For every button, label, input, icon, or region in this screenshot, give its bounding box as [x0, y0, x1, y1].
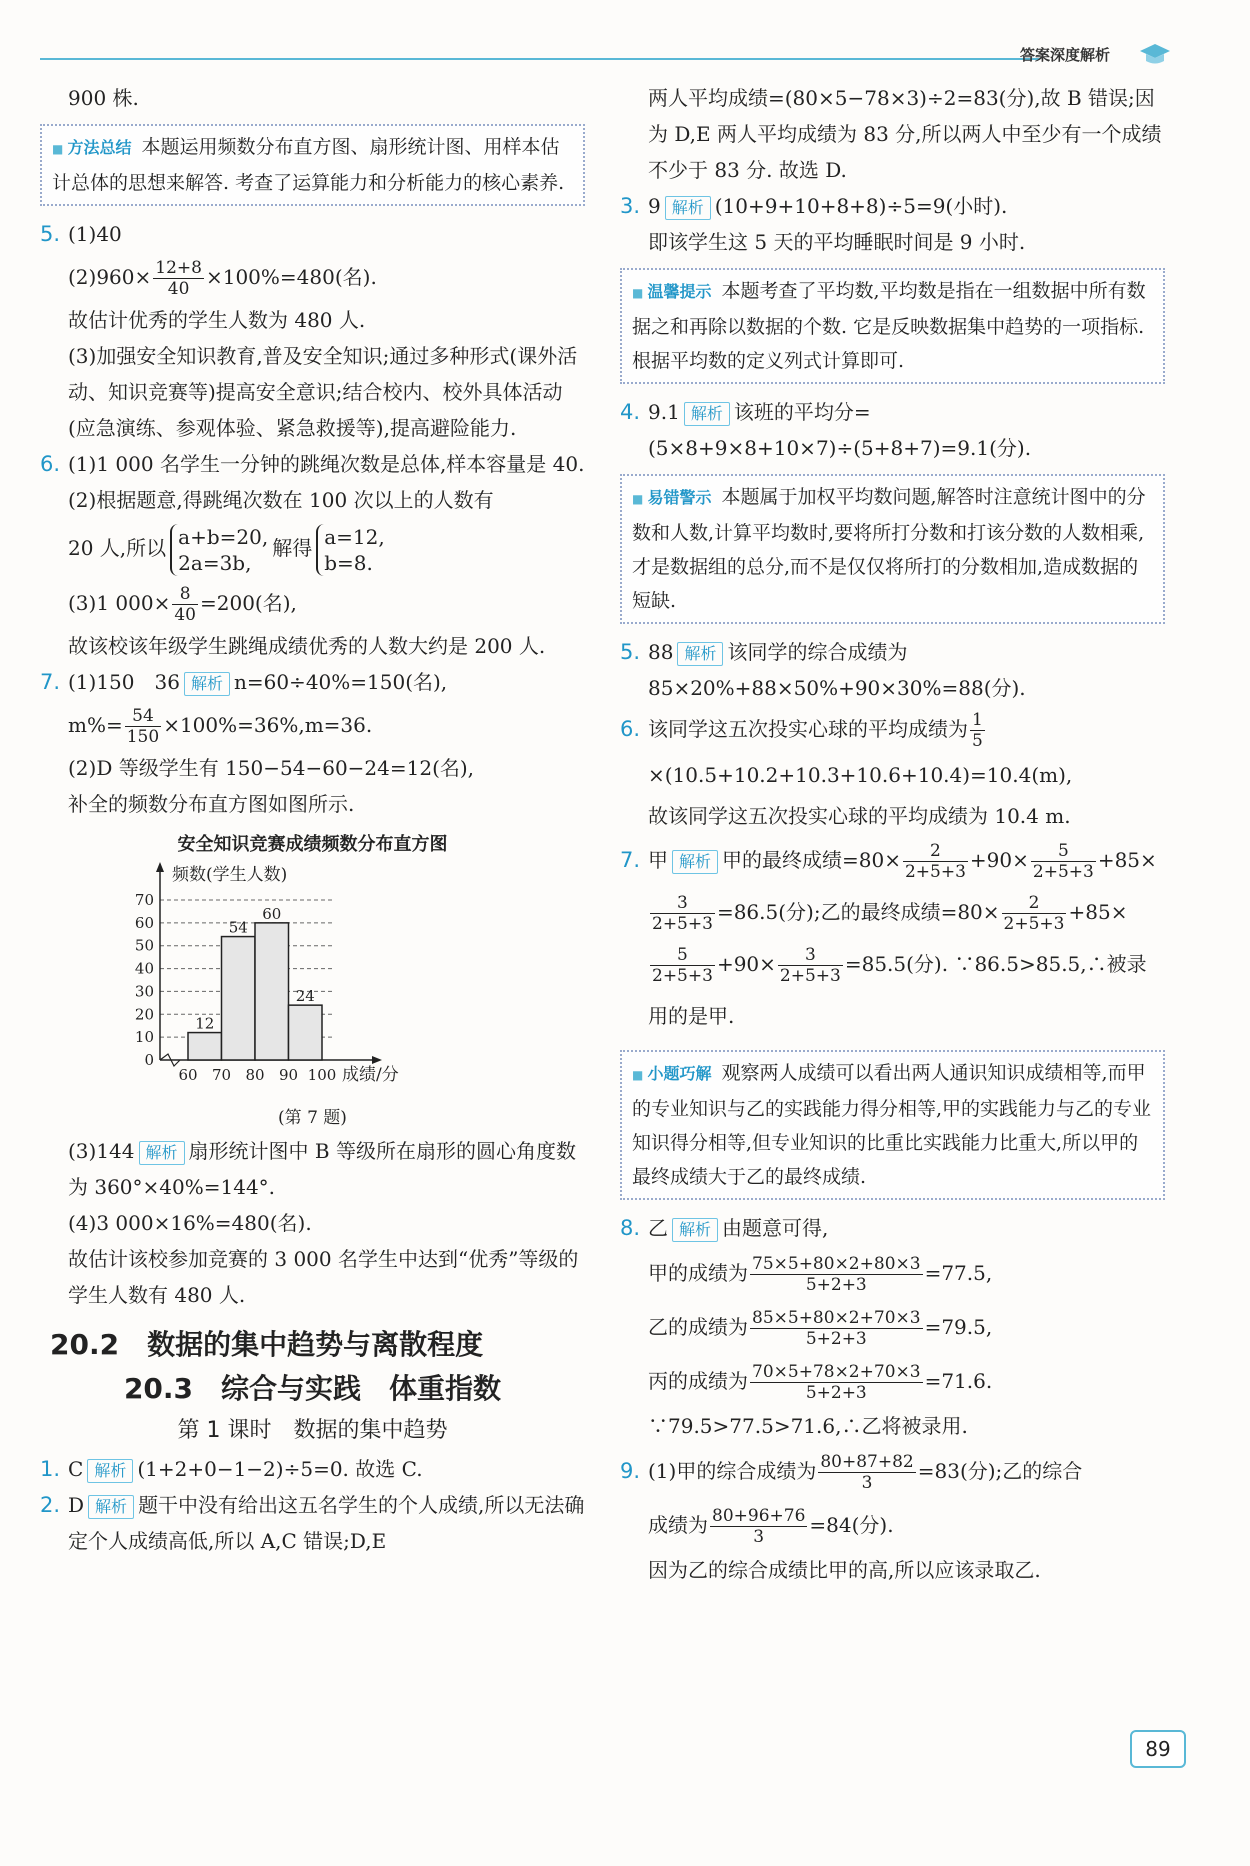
- answer-choice: 9: [648, 194, 661, 218]
- formula-text: =84(分).: [809, 1513, 894, 1537]
- text-line: 故估计该校参加竞赛的 3 000 名学生中达到“优秀”等级的学生人数有 480 人.: [68, 1247, 579, 1307]
- box-text: 本题运用频数分布直方图、扇形统计图、用样本估计总体的思想来解答. 考查了运算能力和分析能力的核心素养.: [52, 136, 565, 194]
- question-number: 2.: [40, 1493, 61, 1517]
- denominator: 3: [861, 1473, 873, 1493]
- histogram-bar: [255, 923, 289, 1060]
- formula-line: [620, 1354, 1165, 1408]
- answer-text: 该同学这五次投实心球的平均成绩为: [648, 717, 968, 741]
- formula-line: [620, 1246, 1165, 1300]
- fraction: [750, 1254, 923, 1295]
- denominator: 5: [972, 731, 983, 751]
- answer-6: [40, 446, 585, 482]
- box-title: ■ 易错警示: [632, 488, 712, 507]
- formula-text: ×100%=480(名).: [205, 265, 377, 289]
- answer-text: ×(10.5+10.2+10.3+10.6+10.4)=10.4(m),: [648, 763, 1073, 787]
- numerator: 54: [125, 706, 161, 727]
- denominator: 5+2+3: [805, 1383, 867, 1403]
- formula-text: =85.5(分). ∵86.5>85.5,∴被录用的是甲.: [648, 952, 1147, 1028]
- text-line: 两人平均成绩=(80×5−78×3)÷2=83(分),故 B 错误;因为 D,E 两人平均成绩为 83 分,所以两人中至少有一个成绩不少于 83 分. 故选 D.: [648, 86, 1162, 182]
- question-number: 7.: [620, 848, 641, 872]
- answer-text: (1+2+0−1−2)÷5=0. 故选 C.: [137, 1457, 423, 1481]
- formula-text: 甲的最终成绩=80×: [722, 848, 901, 872]
- quick-solution-box: [620, 1050, 1165, 1200]
- answer-7: [40, 664, 585, 700]
- numerator: 3: [778, 945, 843, 966]
- formula-line: [40, 700, 585, 750]
- y-tick-label: 60: [134, 913, 154, 932]
- bar-value-label: 12: [195, 1014, 215, 1033]
- answer-text: n=60÷40%=150(名),: [233, 670, 448, 694]
- text-line: ∵79.5>77.5>71.6,∴乙将被录用.: [648, 1414, 968, 1438]
- bar-value-label: 60: [262, 904, 282, 923]
- fraction: [818, 1452, 915, 1493]
- question-number: 7.: [40, 670, 61, 694]
- bar-value-label: 24: [295, 987, 315, 1006]
- answer-9: [620, 1444, 1165, 1498]
- answer-choice: D: [68, 1493, 85, 1517]
- text: 20 人,所以: [68, 536, 167, 560]
- numerator: 1: [972, 710, 983, 730]
- answer-text: 题干中没有给出这五名学生的个人成绩,所以无法确定个人成绩高低,所以 A,C 错误;D,E: [68, 1493, 585, 1553]
- denominator: 5+2+3: [805, 1329, 867, 1349]
- answer-text: (1)1 000 名学生一分钟的跳绳次数是总体,样本容量是 40.: [68, 452, 585, 476]
- denominator: 3: [753, 1527, 765, 1547]
- formula-text: =86.5(分);乙的最终成绩=80×: [716, 900, 1000, 924]
- question-number: 5.: [620, 640, 641, 664]
- numerator: 8: [172, 584, 198, 605]
- header-rule: [40, 58, 1040, 60]
- answer-1: [40, 1451, 585, 1487]
- error-warning-box: [620, 474, 1165, 624]
- denominator: 40: [174, 605, 196, 625]
- text-line: 因为乙的综合成绩比甲的高,所以应该录取乙.: [648, 1558, 1041, 1582]
- answer-8: [620, 1210, 1165, 1246]
- header-title: 答案深度解析: [1020, 46, 1111, 64]
- box-text: 本题属于加权平均数问题,解答时注意统计图中的分数和人数,计算平均数时,要将所打分数和打该分数的人数相乘,才是数据组的总分,而不是仅仅将所打的分数相加,造成数据的短缺.: [632, 486, 1146, 612]
- fraction: [125, 706, 161, 747]
- answer-text: (3)144: [68, 1139, 135, 1163]
- right-column: [620, 80, 1165, 1588]
- answer-7-right: [620, 834, 1165, 1042]
- y-tick-label: 50: [134, 936, 154, 955]
- histogram-chart: [40, 860, 585, 1092]
- x-tick-label: 60: [178, 1066, 198, 1084]
- answer-text: 该同学的综合成绩为 85×20%+88×50%+90×30%=88(分).: [648, 640, 1026, 700]
- answer-text: 扇形统计图中 B 等级所在扇形的圆心角度数为 360°×40%=144°.: [68, 1139, 576, 1199]
- y-tick-label: 20: [134, 1005, 154, 1024]
- answer-text: 由题意可得,: [722, 1216, 829, 1240]
- numerator: 2: [1002, 893, 1067, 914]
- method-summary-box: [40, 124, 585, 206]
- histogram-bar: [188, 1033, 222, 1060]
- formula-text: 成绩为: [648, 1513, 708, 1537]
- question-number: 1.: [40, 1457, 61, 1481]
- box-title: ■ 方法总结: [52, 138, 132, 157]
- formula-line: [40, 578, 585, 628]
- formula-text: (2)960×: [68, 265, 152, 289]
- histogram-figure: [40, 830, 585, 1133]
- equation: a=12,: [324, 524, 385, 549]
- formula-text: 乙的成绩为: [648, 1315, 748, 1339]
- fraction: [650, 945, 715, 986]
- x-tick-label: 100: [307, 1066, 337, 1084]
- answer-choice: C: [68, 1457, 84, 1481]
- denominator: 2+5+3: [904, 862, 966, 882]
- text-line: (2)根据题意,得跳绳次数在 100 次以上的人数有: [68, 488, 494, 512]
- box-text: 观察两人成绩可以看出两人通识知识成绩相等,而甲的专业知识与乙的实践能力得分相等,甲的实践能力与乙的专业知识得分相等,但专业知识的比重比实践能力比重大,所以甲的最终成绩大于乙的最终成绩.: [632, 1062, 1152, 1188]
- equation: a+b=20,: [178, 524, 269, 549]
- tip-box: [620, 268, 1165, 384]
- y-axis-arrow: [156, 862, 164, 872]
- question-number: 6.: [40, 452, 61, 476]
- section-title: 20.2 数据的集中趋势与离散程度: [50, 1328, 484, 1361]
- box-title: ■ 温馨提示: [632, 282, 712, 301]
- x-axis-arrow: [372, 1056, 382, 1064]
- formula-text: =83(分);乙的综合: [917, 1459, 1083, 1483]
- analysis-tag: 解析: [139, 1141, 185, 1165]
- numerator: 2: [903, 841, 968, 862]
- formula-line: [620, 1498, 1165, 1552]
- graduation-cap-icon: [1138, 42, 1172, 68]
- denominator: 40: [167, 279, 190, 299]
- fraction: [710, 1506, 807, 1547]
- answer-choice: 9.1: [648, 400, 680, 424]
- question-number: 3.: [620, 194, 641, 218]
- formula-text: (1)甲的综合成绩为: [648, 1459, 817, 1483]
- text-line: 故该同学这五次投实心球的平均成绩为 10.4 m.: [648, 804, 1071, 828]
- text-line: (3)加强安全知识教育,普及安全知识;通过多种形式(课外活动、知识竞赛等)提高安全意识;结合校内、校外具体活动(应急演练、参观体验、紧急救援等),提高避险能力.: [68, 344, 578, 440]
- answer-text: (1)40: [68, 222, 122, 246]
- analysis-tag: 解析: [672, 850, 718, 874]
- histogram-bar: [222, 937, 256, 1060]
- text-line: 900 株.: [68, 86, 139, 110]
- formula-text: m%=: [68, 713, 123, 737]
- analysis-tag: 解析: [184, 672, 230, 696]
- formula-text: +85×: [1068, 900, 1128, 924]
- section-title: 20.3 综合与实践 体重指数: [123, 1372, 502, 1405]
- question-number: 9.: [620, 1459, 641, 1483]
- text: 解得: [272, 536, 313, 560]
- bar-value-label: 54: [228, 918, 248, 937]
- answer-4: [620, 394, 1165, 466]
- x-tick-label: 70: [211, 1066, 232, 1084]
- formula-text: ×100%=36%,m=36.: [163, 713, 373, 737]
- box-title: ■ 小题巧解: [632, 1064, 712, 1083]
- numerator: 5: [1031, 841, 1096, 862]
- equation-system: [170, 524, 268, 576]
- text-line: 故估计优秀的学生人数为 480 人.: [68, 308, 366, 332]
- formula-text: 丙的成绩为: [648, 1369, 748, 1393]
- question-number: 6.: [620, 717, 641, 741]
- fraction: [750, 1308, 923, 1349]
- y-axis-label: 频数(学生人数): [172, 865, 288, 885]
- y-tick-label: 10: [134, 1028, 154, 1047]
- answer-6-right: [620, 706, 1165, 798]
- answer-text: (1)150 36: [68, 670, 180, 694]
- formula-text: (3)1 000×: [68, 591, 171, 615]
- equation: b=8.: [324, 550, 373, 575]
- numerator: 80+87+82: [820, 1452, 914, 1472]
- answer-2: [40, 1487, 585, 1559]
- y-tick-label: 40: [134, 959, 154, 978]
- question-number: 5.: [40, 222, 61, 246]
- formula-text: =200(名),: [199, 591, 297, 615]
- page-number: 89: [1130, 1730, 1186, 1768]
- formula-text: +85×: [1097, 848, 1157, 872]
- formula-text: =71.6.: [924, 1369, 993, 1393]
- numerator: 12+8: [155, 258, 202, 278]
- denominator: 2+5+3: [652, 914, 713, 934]
- figure-caption: (第 7 题): [278, 1108, 347, 1128]
- fraction: [778, 945, 843, 986]
- text-line: (4)3 000×16%=480(名).: [68, 1211, 312, 1235]
- x-axis-label: 成绩/分: [342, 1065, 399, 1085]
- numerator: 70×5+78×2+70×3: [752, 1362, 921, 1382]
- numerator: 75×5+80×2+80×3: [752, 1254, 921, 1274]
- denominator: 2+5+3: [1003, 914, 1065, 934]
- formula-text: 甲的成绩为: [648, 1261, 748, 1285]
- x-tick-label: 90: [278, 1066, 299, 1084]
- numerator: 85×5+80×2+70×3: [752, 1308, 921, 1328]
- text-line: 故该校该年级学生跳绳成绩优秀的人数大约是 200 人.: [68, 634, 546, 658]
- analysis-tag: 解析: [677, 642, 723, 666]
- text-line: 补全的频数分布直方图如图所示.: [68, 792, 355, 816]
- chart-title: 安全知识竞赛成绩频数分布直方图: [177, 834, 448, 855]
- y-tick-label: 0: [144, 1051, 154, 1069]
- formula-text: =79.5,: [924, 1315, 993, 1339]
- answer-7-3: [40, 1133, 585, 1205]
- denominator: 5+2+3: [805, 1275, 867, 1295]
- y-tick-label: 70: [134, 891, 154, 909]
- answer-choice: 乙: [648, 1216, 668, 1240]
- fraction: [750, 1362, 923, 1403]
- formula-line: [620, 1300, 1165, 1354]
- question-number: 4.: [620, 400, 641, 424]
- analysis-tag: 解析: [88, 1495, 134, 1519]
- x-tick-label: 80: [245, 1066, 265, 1084]
- fraction: [1002, 893, 1067, 934]
- fraction: [970, 710, 985, 751]
- text-line: (2)D 等级学生有 150−54−60−24=12(名),: [68, 756, 475, 780]
- question-number: 8.: [620, 1216, 641, 1240]
- answer-5-right: [620, 634, 1165, 706]
- answer-choice: 88: [648, 640, 674, 664]
- formula-text: +90×: [969, 848, 1029, 872]
- answer-text: 该班的平均分=(5×8+9×8+10×7)÷(5+8+7)=9.1(分).: [648, 400, 1032, 460]
- box-text: 本题考查了平均数,平均数是指在一组数据中所有数据之和再除以数据的个数. 它是反映数据集中趋势的一项指标. 根据平均数的定义列式计算即可.: [632, 280, 1146, 372]
- fraction: [153, 258, 204, 299]
- equation-system-line: [40, 518, 585, 578]
- answer-3: [620, 188, 1165, 224]
- denominator: 2+5+3: [1032, 862, 1094, 882]
- formula-text: +90×: [716, 952, 776, 976]
- fraction: [172, 584, 198, 625]
- numerator: 3: [650, 893, 715, 914]
- fraction: [650, 893, 715, 934]
- formula-text: =77.5,: [924, 1261, 993, 1285]
- histogram-bar: [289, 1005, 323, 1060]
- left-column: [40, 80, 585, 1559]
- fraction: [1031, 841, 1096, 882]
- y-tick-label: 30: [134, 982, 154, 1001]
- equation: 2a=3b,: [178, 550, 252, 575]
- answer-choice: 甲: [648, 848, 668, 872]
- numerator: 5: [650, 945, 715, 966]
- denominator: 2+5+3: [652, 966, 713, 986]
- answer-text: (10+9+10+8+8)÷5=9(小时).: [714, 194, 1008, 218]
- answer-5: [40, 216, 585, 252]
- fraction: [903, 841, 968, 882]
- text-line: 即该学生这 5 天的平均睡眠时间是 9 小时.: [648, 230, 1026, 254]
- numerator: 80+96+76: [712, 1506, 806, 1526]
- lesson-title: 第 1 课时 数据的集中趋势: [177, 1418, 448, 1443]
- denominator: 150: [126, 727, 160, 747]
- analysis-tag: 解析: [87, 1459, 133, 1483]
- analysis-tag: 解析: [684, 402, 730, 426]
- denominator: 2+5+3: [779, 966, 841, 986]
- analysis-tag: 解析: [672, 1218, 718, 1242]
- equation-system: [316, 524, 385, 576]
- analysis-tag: 解析: [665, 196, 711, 220]
- formula-line: [40, 252, 585, 302]
